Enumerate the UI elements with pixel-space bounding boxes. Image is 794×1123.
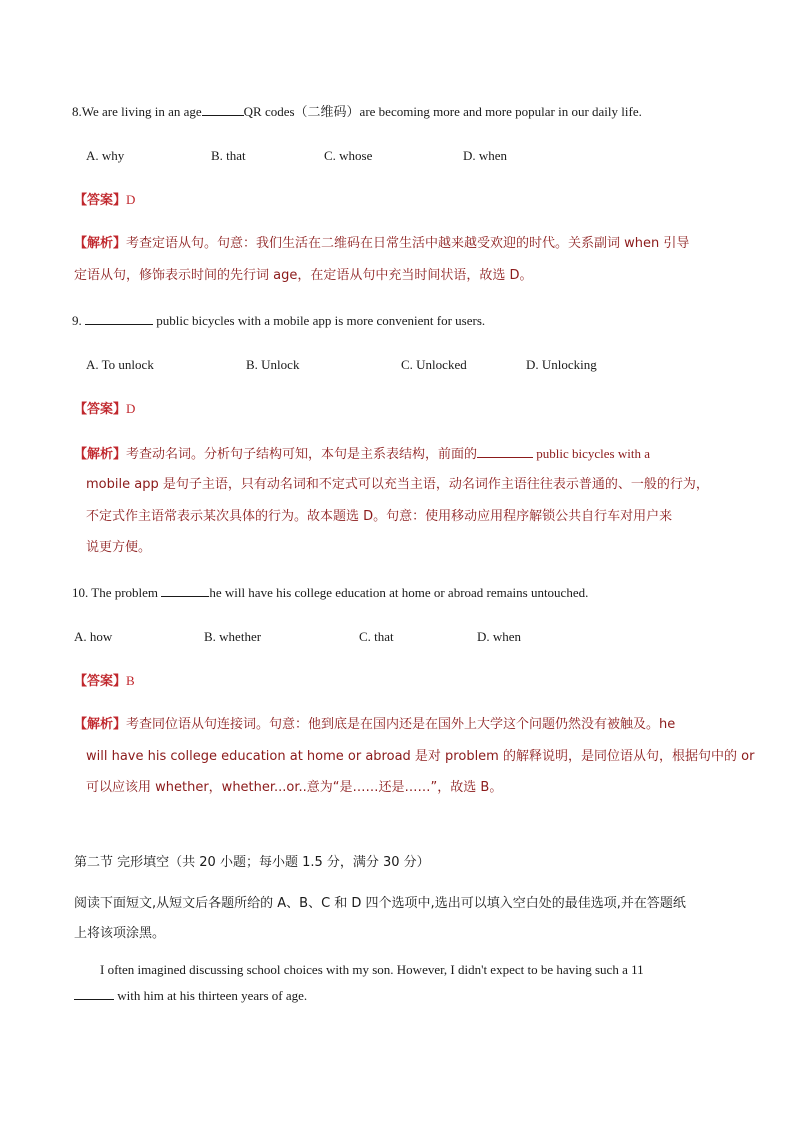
passage-blank-11 (74, 987, 114, 1000)
passage-line2-text: with him at his thirteen years of age. (114, 988, 308, 1003)
section-title: 第二节 完形填空（共 20 小题；每小题 1.5 分，满分 30 分） (74, 855, 430, 870)
q10-option-b: B. whether (204, 629, 262, 644)
q9-analysis-blank (477, 445, 533, 458)
q10-analysis-text1: 考查同位语从句连接词。句意：他到底是在国内还是在国外上大学这个问题仍然没有被触及。he (126, 717, 676, 732)
q10-answer (74, 673, 135, 690)
q9-answer-value: D (126, 401, 136, 416)
q10-answer-tag: 【答案】 (74, 674, 127, 689)
q9-analysis-text1-pre: 考查动名词。分析句子结构可知，本句是主系表结构，前面的 (126, 447, 478, 462)
q9-analysis-tag: 【解析】 (74, 447, 127, 462)
q10-option-c: C. that (359, 629, 394, 644)
q8-answer-value: D (126, 192, 136, 207)
q9-analysis-text1-post: public bicycles with a (533, 446, 650, 461)
q8-answer-tag: 【答案】 (74, 193, 127, 208)
section-instruction-line1: 阅读下面短文,从短文后各题所给的 A、B、C 和 D 四个选项中,选出可以填入空白处的最佳选项,并在答题纸 (74, 896, 686, 911)
q10-stem-post: he will have his college education at home or abroad remains untouched. (209, 585, 589, 600)
q8-option-d: D. when (463, 148, 508, 163)
passage-line2 (74, 987, 307, 1004)
q9-answer (74, 401, 135, 418)
section-instruction-line2: 上将该项涂黑。 (74, 926, 166, 941)
q10-analysis-line1 (74, 717, 675, 733)
q8-analysis-line2: 定语从句，修饰表示时间的先行词 age，在定语从句中充当时间状语，故选 D。 (74, 268, 533, 283)
q9-analysis-line1 (74, 445, 650, 463)
q8-blank (202, 103, 244, 116)
q9-stem-pre: 9. (72, 313, 85, 328)
q9-analysis-line2: mobile app 是句子主语，只有动名词和不定式可以充当主语，动名词作主语往往表示普通的、一般的行为， (86, 477, 709, 492)
q9-analysis-line3: 不定式作主语常表示某次具体的行为。故本题选 D。句意：使用移动应用程序解锁公共自行车对用户来 (86, 509, 673, 524)
q8-option-b: B. that (211, 148, 246, 163)
q8-stem-post: QR codes（二维码）are becoming more and more popular in our daily life. (243, 104, 642, 119)
q9-analysis-line4: 说更方便。 (86, 540, 152, 555)
q8-stem-pre: 8.We are living in an age (72, 104, 202, 119)
q10-analysis-line2: will have his college education at home or abroad 是对 problem 的解释说明，是同位语从句，根据句中的 or (86, 749, 755, 764)
q10-analysis-line3: 可以应该用 whether，whether...or..意为“是……还是……”，故选 B。 (86, 780, 503, 795)
q10-stem-pre: 10. The problem (72, 585, 162, 600)
q8-answer (74, 192, 135, 209)
q10-stem (72, 584, 588, 601)
q9-stem-post: public bicycles with a mobile app is more convenient for users. (153, 313, 486, 328)
q9-option-d: D. Unlocking (526, 357, 597, 372)
q9-stem (72, 312, 485, 329)
q9-option-b: B. Unlock (246, 357, 300, 372)
q8-analysis-tag: 【解析】 (74, 236, 127, 251)
q10-answer-value: B (126, 673, 135, 688)
q8-stem (72, 103, 642, 120)
q8-option-a: A. why (86, 148, 125, 163)
q9-answer-tag: 【答案】 (74, 402, 127, 417)
q8-option-c: C. whose (324, 148, 373, 163)
q10-option-d: D. when (477, 629, 522, 644)
q10-analysis-tag: 【解析】 (74, 717, 127, 732)
q10-blank (161, 584, 209, 597)
q10-option-a: A. how (74, 629, 113, 644)
q9-option-a: A. To unlock (86, 357, 154, 372)
q8-analysis-text1: 考查定语从句。句意：我们生活在二维码在日常生活中越来越受欢迎的时代。关系副词 when 引导 (126, 236, 690, 251)
q8-analysis-line1 (74, 236, 689, 252)
q9-blank (85, 312, 153, 325)
passage-line1: I often imagined discussing school choices with my son. However, I didn't expect to be having such a 11 (100, 962, 644, 977)
q9-option-c: C. Unlocked (401, 357, 467, 372)
